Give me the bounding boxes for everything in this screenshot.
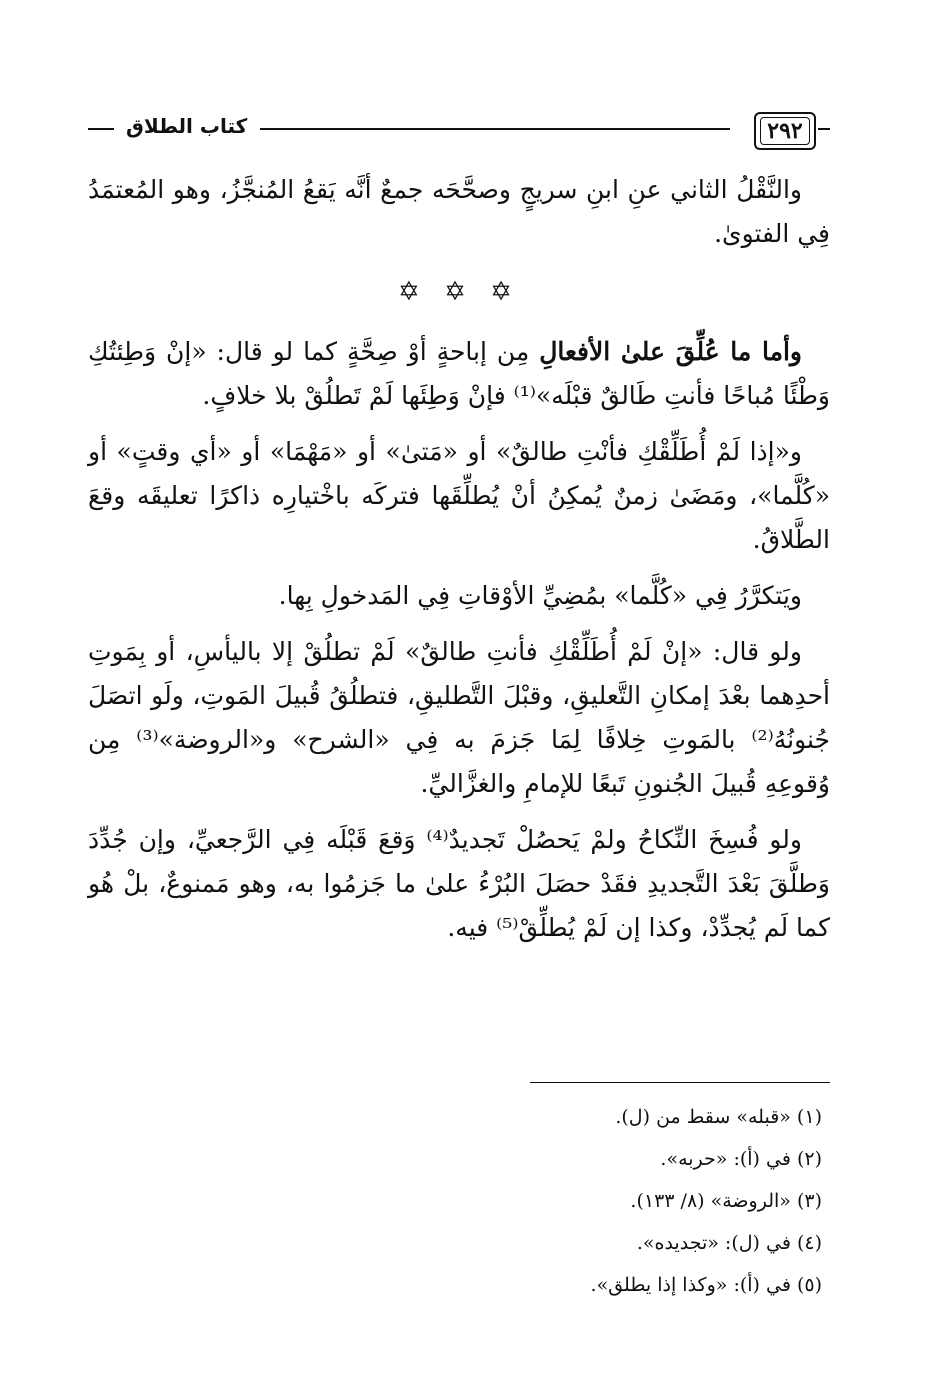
- header-rule-right: [818, 128, 830, 130]
- footnote-2: (٢) في (أ): «حربه».: [660, 1148, 822, 1170]
- footnote-5: (٥) في (أ): «وكذا إذا يطلق».: [590, 1274, 822, 1296]
- paragraph-6: ولو فُسِخَ النِّكاحُ ولمْ يَحصُلْ تَجديدٌ⁽⁴⁾ وَقعَ قَبْلَه فِي الرَّجعيِّ، وإن جُدِّدَ وَطلَّقَ بَعْدَ التَّجديدِ فقَدْ حصَلَ البُرْءُ علىٰ ما جَزمُوا به، وهو مَمنوعٌ، بلْ هُو كما لَم يُجدِّدْ، وكذا إن لَمْ يُطلِّقْ⁽⁵⁾ فيه.: [88, 825, 830, 942]
- paragraph-2-heading: وأما ما عُلِّقَ علىٰ الأفعالِ: [539, 337, 803, 366]
- page-number: ٢٩٢: [767, 118, 803, 144]
- footnote-divider: [530, 1082, 830, 1083]
- section-separator: ✡ ✡ ✡: [398, 277, 520, 307]
- paragraph-4: ويَتكرَّرُ فِي «كُلَّما» بمُضِيِّ الأوْقاتِ فِي المَدخولِ بِها.: [278, 581, 802, 610]
- footnote-4: (٤) في (ل): «تجديده».: [636, 1232, 822, 1254]
- footnotes: [591, 1096, 822, 1306]
- paragraph-2: [88, 330, 830, 418]
- main-text: [88, 168, 830, 950]
- header-rule-left: [88, 128, 114, 130]
- paragraph-1: والنَّقْلُ الثاني عنِ ابنِ سريجٍ وصحَّحَه جمعٌ أنَّه يَقعُ المُنجَّزُ، وهو المُعتمَدُ فِي الفتوىٰ.: [88, 175, 830, 248]
- paragraph-2-text: مِن إباحةٍ أوْ صِحَّةٍ كما لو قال: «إنْ وَطِئتُكِ وَطْئًا مُباحًا فأنتِ طَالقٌ قبْلَه»⁽¹⁾ فإنْ وَطِئَها لَمْ تَطلُقْ بلا خلافٍ.: [88, 337, 830, 410]
- book-title: كتاب الطلاق: [126, 114, 248, 138]
- paragraph-3: و«إذا لَمْ أُطَلِّقْكِ فأنْتِ طالقٌ» أو «مَتىٰ» أو «مَهْمَا» أو «أي وقتٍ» أو «كُلَّما»، ومَضَىٰ زمنٌ يُمكِنُ أنْ يُطلِّقَها فتركَه باخْتيارِه ذاكرًا تعليقَه وقعَ الطَّلاقُ.: [88, 437, 830, 554]
- page-header: [88, 104, 830, 156]
- page-number-frame: [754, 112, 816, 150]
- paragraph-5: ولو قال: «إنْ لَمْ أُطَلِّقْكِ فأنتِ طالقٌ» لَمْ تطلُقْ إلا باليأسِ، أو بِمَوتِ أحدِهما بعْدَ إمكانِ التَّعليقِ، وقبْلَ التَّطليقِ، فتطلُقُ قُبيلَ المَوتِ، ولَو اتصَلَ جُنونُهُ⁽²⁾ بالمَوتِ خِلافًا لِمَا جَزمَ به فِي «الشرح» و«الروضة»⁽³⁾ مِن وُقوعِهِ قُبيلَ الجُنونِ تَبعًا للإمامِ والغزَّاليِّ.: [88, 637, 830, 798]
- footnote-3: (٣) «الروضة» (٨/ ١٣٣).: [630, 1190, 822, 1212]
- footnote-1: (١) «قبله» سقط من (ل).: [615, 1106, 822, 1128]
- header-rule: [260, 128, 730, 130]
